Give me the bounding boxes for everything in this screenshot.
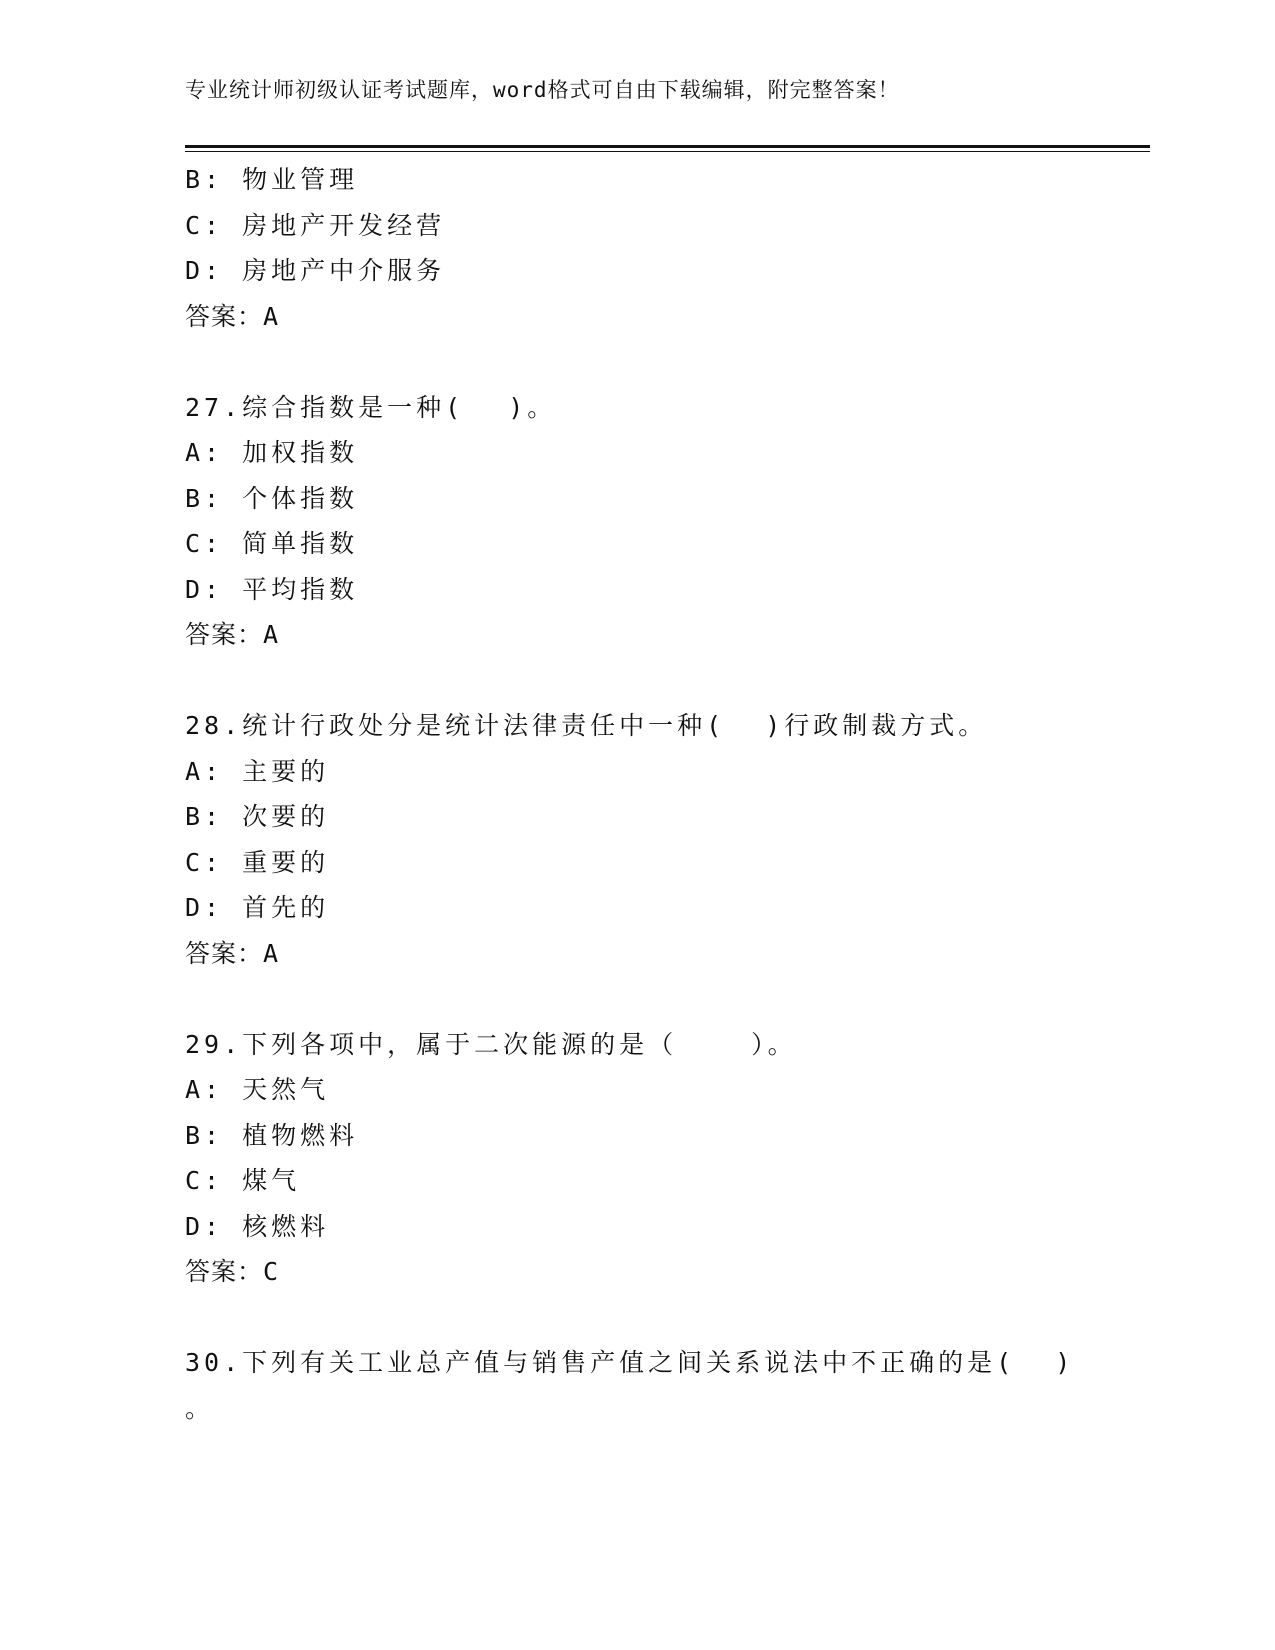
question-29-stem <box>185 1022 1105 1068</box>
question-30-stem <box>185 1340 1105 1386</box>
question-27-option-d: D: 平均指数 <box>185 574 359 604</box>
question-30-stem-end: ) <box>1055 1348 1075 1377</box>
question-28-option-c: C: 重要的 <box>185 847 330 877</box>
question-29-option-b: B: 植物燃料 <box>185 1120 359 1150</box>
option-c: C: 房地产开发经营 <box>185 210 446 240</box>
question-30-stem-start: 30.下列有关工业总产值与销售产值之间关系说法中不正确的是( <box>185 1348 1016 1377</box>
question-29-option-a: A: 天然气 <box>185 1075 330 1104</box>
header-rule-thin <box>185 151 1150 152</box>
question-28-stem <box>185 703 1105 749</box>
question-27-stem <box>185 385 1105 431</box>
question-29-stem-end: ）。 <box>751 1029 797 1059</box>
question-30-stem-continued: 。 <box>185 1393 215 1423</box>
option-b: B: 物业管理 <box>185 165 359 194</box>
question-27-option-c: C: 简单指数 <box>185 529 359 558</box>
question-27-option-a: A: 加权指数 <box>185 438 359 467</box>
question-29-option-d: D: 核燃料 <box>185 1211 330 1241</box>
question-29-answer: 答案：C <box>185 1257 280 1286</box>
question-list <box>185 157 1105 1431</box>
question-28-stem-end: )行政制裁方式。 <box>765 711 988 740</box>
question-28-stem-start: 28.统计行政处分是统计法律责任中一种( <box>185 711 726 740</box>
question-27-stem-start: 27.综合指数是一种( <box>185 392 465 422</box>
option-d: D: 房地产中介服务 <box>185 256 446 285</box>
answer: 答案：A <box>185 301 280 331</box>
page-header: 专业统计师初级认证考试题库，word格式可自由下载编辑，附完整答案！ <box>185 78 900 102</box>
question-27-stem-end: )。 <box>508 392 557 422</box>
question-28-option-b: B: 次要的 <box>185 802 330 831</box>
question-28-option-d: D: 首先的 <box>185 893 330 922</box>
question-29-option-c: C: 煤气 <box>185 1166 301 1195</box>
question-28-option-a: A: 主要的 <box>185 756 330 786</box>
question-28-answer: 答案：A <box>185 938 280 968</box>
question-27-option-b: B: 个体指数 <box>185 483 359 513</box>
question-27-answer: 答案：A <box>185 620 280 649</box>
header-rule-thick <box>185 145 1150 148</box>
question-29-stem-start: 29.下列各项中，属于二次能源的是（ <box>185 1029 678 1059</box>
